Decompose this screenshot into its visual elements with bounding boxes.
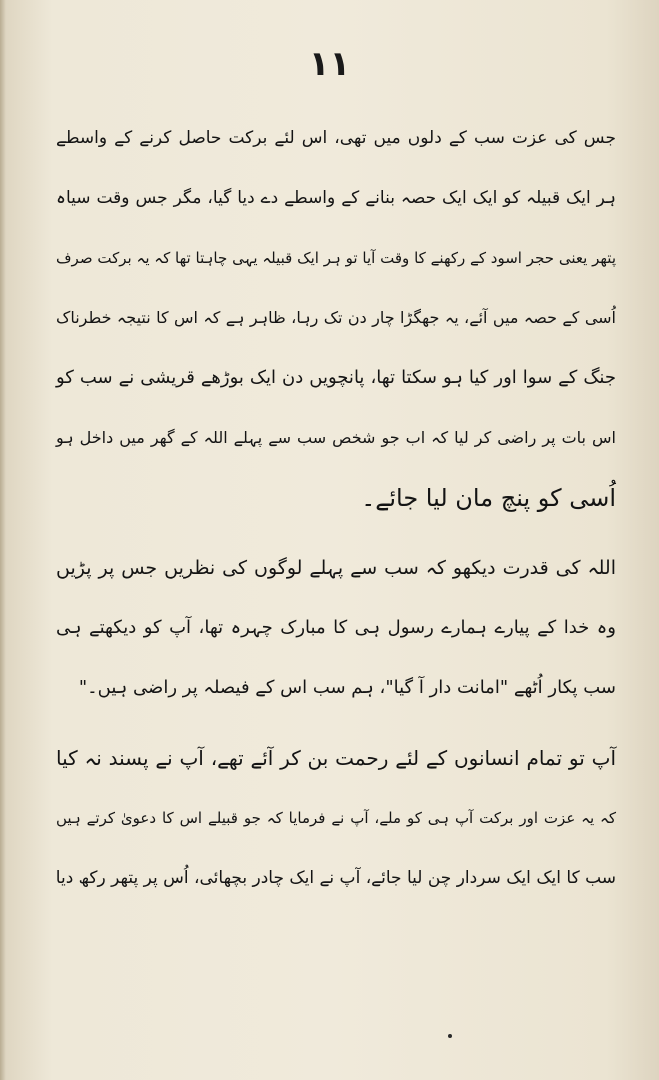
text-line: سب کا ایک ایک سردار چن لیا جائے، آپ نے ایک چادر بچھائی، اُس پر پتھر رکھ دیا xyxy=(55,868,616,888)
paragraph xyxy=(56,538,616,718)
text-line: اللہ کی قدرت دیکھو کہ سب سے پہلے لوگوں کی نظریں جس پر پڑیں xyxy=(56,557,616,579)
text-line: آپ تو تمام انسانوں کے لئے رحمت بن کر آئے تھے، آپ نے پسند نہ کیا xyxy=(56,746,616,770)
page-number: ۱۱ xyxy=(308,44,351,84)
text-line: ہر ایک قبیلہ کو ایک ایک حصہ بنانے کے واسطے دے دیا گیا، مگر جس وقت سیاہ xyxy=(56,188,616,208)
text-line: پتھر یعنی حجر اسود کے رکھنے کا وقت آیا تو ہر ایک قبیلہ یہی چاہتا تھا کہ یہ برکت صرف xyxy=(56,249,616,267)
text-line: اُسی کے حصہ میں آئے، یہ جھگڑا چار دن تک رہا، ظاہر ہے کہ اس کا نتیجہ خطرناک xyxy=(56,308,616,327)
text-line: سب پکار اُٹھے "امانت دار آ گیا"، ہم سب اس کے فیصلہ پر راضی ہیں۔" xyxy=(78,677,616,698)
text-line: وہ خدا کے پیارے ہمارے رسول ہی کا مبارک چہرہ تھا، آپ کو دیکھتے ہی xyxy=(56,617,616,638)
paragraph xyxy=(56,108,616,528)
text-line: اُسی کو پنچ مان لیا جائے۔ xyxy=(361,484,616,512)
text-line: جس کی عزت سب کے دلوں میں تھی، اس لئے برکت حاصل کرنے کے واسطے xyxy=(56,128,616,148)
text-line: کہ یہ عزت اور برکت آپ ہی کو ملے، آپ نے فرمایا کہ جو قبیلے اس کا دعویٰ کرتے ہیں xyxy=(56,809,616,827)
paragraph xyxy=(56,728,616,908)
body-text xyxy=(56,108,616,908)
paragraph-gap xyxy=(56,718,616,728)
text-line: جنگ کے سوا اور کیا ہو سکتا تھا، پانچویں دن ایک بوڑھے قریشی نے سب کو xyxy=(56,367,616,388)
ink-speck xyxy=(448,1034,452,1038)
paragraph-gap xyxy=(56,528,616,538)
text-line: اس بات پر راضی کر لیا کہ اب جو شخص سب سے پہلے اللہ کے گھر میں داخل ہو xyxy=(56,428,616,447)
